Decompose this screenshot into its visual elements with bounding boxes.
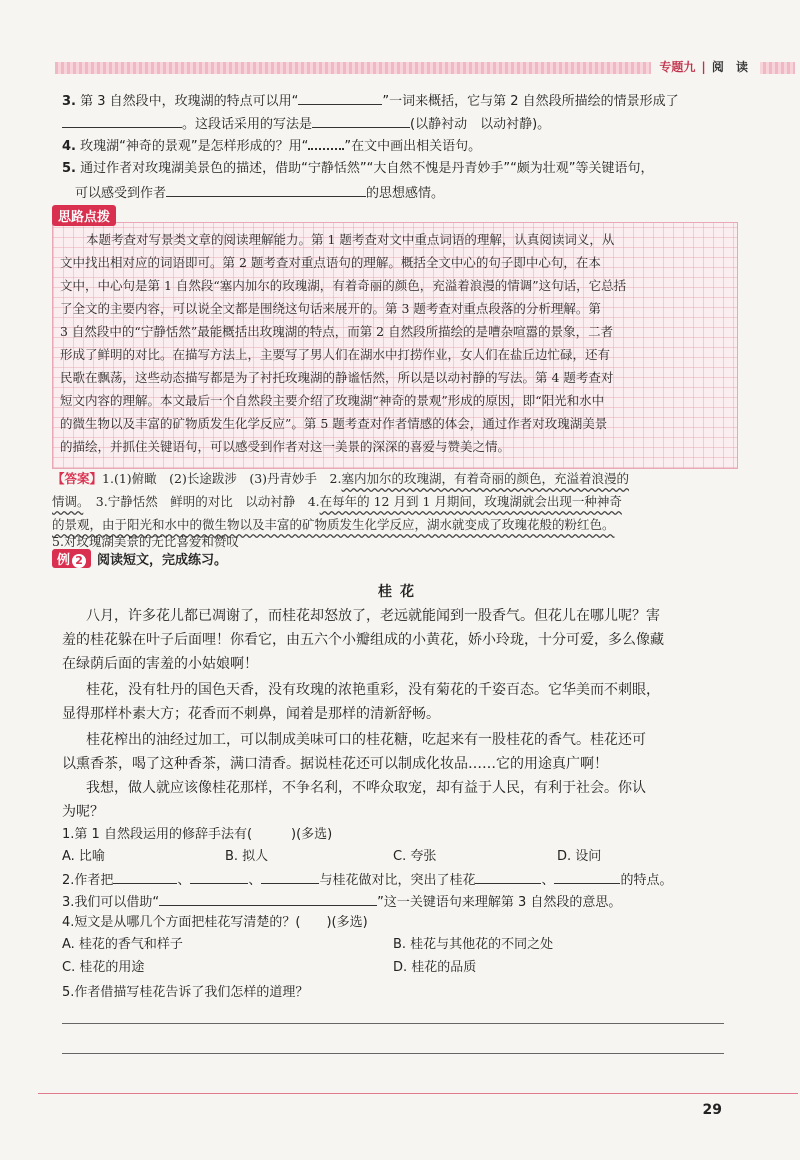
question-3-line-2: 。这段话采用的写法是 (以静衬动 以动衬静)。 [62,113,550,135]
exercise-4-option-b[interactable]: B. 桂花与其他花的不同之处 [393,937,554,952]
exercise-3: 3.我们可以借助“ ”这一关键语句来理解第 3 自然段的意思。 [62,891,621,913]
answer-blank[interactable] [166,182,366,197]
exercise-1-option-d[interactable]: D. 设问 [557,849,602,864]
hint-line: 形成了鲜明的对比。在描写方法上，主要写了男人们在湖水中打捞作业，女人们在盐丘边忙碌，还有 [60,347,611,362]
exercise-1-option-c[interactable]: C. 夸张 [393,849,437,864]
answer-blank[interactable] [190,869,248,884]
answer-blank[interactable] [62,113,182,128]
answer-line[interactable] [62,1023,724,1024]
exercise-5: 5.作者借描写桂花告诉了我们怎样的道理？ [62,985,309,1000]
question-3-line-1: 3. 第 3 自然段中，玫瑰湖的特点可以用“ ”一词来概括，它与第 2 自然段所描绘的情景形成了 [62,90,679,112]
passage-line: 我想，做人就应该像桂花那样，不争名利，不哗众取宠，却有益于人民，有利于社会。你认 [86,780,646,796]
exercise-4-option-a[interactable]: A. 桂花的香气和样子 [62,937,183,952]
hint-line: 文中，中心句是第 1 自然段“塞内加尔的玫瑰湖，有着奇丽的颜色，充溢着浪漫的情调”这句话，它总括 [60,278,627,293]
hint-line: 文中找出相对应的词语即可。第 2 题考查对重点语句的理解。概括全文中心的句子即中心句，在本 [60,255,601,270]
answer-line-2: 情调。 3.宁静恬然 鲜明的对比 以动衬静 4.在每年的 12 月到 1 月期间，玫瑰湖就会出现一种神奇 [52,494,622,509]
passage-line: 以熏香茶，喝了这种香茶，满口清香。据说桂花还可以制成化妆品……它的用途真广啊！ [62,756,608,772]
hint-line: 了全文的主要内容，可以说全文都是围绕这句话来展开的。第 3 题考查对重点段落的分析理解。第 [60,301,601,316]
header-topic: 专题九 [659,60,696,74]
passage-line: 桂花，没有牡丹的国色天香，没有玫瑰的浓艳重彩，没有菊花的千姿百态。它华美而不刺眼， [86,682,660,698]
example-instruction: 阅读短文，完成练习。 [97,553,228,568]
answer-blank[interactable] [159,891,377,906]
exercise-4: 4.短文是从哪几个方面把桂花写清楚的？( )(多选) [62,915,368,930]
passage-line: 显得那样朴素大方；花香而不刺鼻，闻着是那样的清新舒畅。 [62,706,440,722]
exercise-2: 2.作者把 、 、 与桂花做对比，突出了桂花 、 的特点。 [62,869,672,891]
footer-rule [38,1093,798,1094]
question-4: 4. 玫瑰湖“神奇的景观”是怎样形成的？用“ ”在文中画出相关语句。 [62,136,481,157]
passage-line: 桂花榨出的油经过加工，可以制成美味可口的桂花糖，吃起来有一股桂花的香气。桂花还可 [86,732,646,748]
passage-line: 在绿荫后面的害羞的小姑娘啊！ [62,656,258,672]
answer-blank[interactable] [475,869,541,884]
example-heading [52,549,227,568]
answer-line-1: 【答案】1.(1)俯瞰 (2)长途跋涉 (3)丹青妙手 2.塞内加尔的玫瑰湖，有着奇丽的颜色，充溢着浪漫的 [52,471,630,486]
answer-blank[interactable] [298,90,382,105]
exercise-4-option-c[interactable]: C. 桂花的用途 [62,960,145,975]
passage-line: 为呢？ [62,804,104,820]
hint-title: 思路点拨 [52,205,116,226]
answer-label: 【答案】 [52,471,103,486]
answer-line-4: 5.对玫瑰湖美景的无比喜爱和赞叹 [52,534,239,549]
exercise-1: 1.第 1 自然段运用的修辞手法有( )(多选) [62,827,333,842]
question-5-line-2: 可以感受到作者 的思想感情。 [75,182,444,204]
wavy-line-mark [308,136,344,150]
hint-line: 3 自然段中的“宁静恬然”最能概括出玫瑰湖的特点，而第 2 自然段所描绘的是嘈杂喧嚣的景象，二者 [60,324,614,339]
answer-blank[interactable] [113,869,177,884]
hint-line: 的描绘，并抓住关键语句，可以感受到作者对这一美景的深深的喜爱与赞美之情。 [60,439,511,454]
hint-line: 短文内容的理解。本文最后一个自然段主要介绍了玫瑰湖“神奇的景观”形成的原因，即“阳光和水中 [60,393,605,408]
page-number: 29 [702,1102,722,1118]
example-badge: 例 2 [52,549,91,568]
header-tag: 专题九 | 阅 读 [651,58,760,76]
answer-blank[interactable] [554,869,620,884]
passage-line: 羞的桂花躲在叶子后面哩！你看它，由五六个小瓣组成的小黄花，娇小玲珑，十分可爱，多么像藏 [62,632,664,648]
answer-blank[interactable] [312,113,410,128]
exercise-1-option-a[interactable]: A. 比喻 [62,849,105,864]
hint-line: 的微生物以及丰富的矿物质发生化学反应”。第 5 题考查对作者情感的体会，通过作者对玫瑰湖美景 [60,416,608,431]
hint-line: 本题考查对写景类文章的阅读理解能力。第 1 题考查对文中重点词语的理解，认真阅读词义，从 [86,232,615,247]
exercise-1-option-b[interactable]: B. 拟人 [225,849,269,864]
question-5-line-1: 5. 通过作者对玫瑰湖美景色的描述，借助“宁静恬然”“大自然不愧是丹青妙手”“颇为壮观”等关键语句， [62,161,654,176]
answer-line-3: 的景观，由于阳光和水中的微生物以及丰富的矿物质发生化学反应，湖水就变成了玫瑰花般的粉红色。 [52,517,615,532]
header-subject: 阅 读 [711,60,752,74]
exercise-4-option-d[interactable]: D. 桂花的品质 [393,960,477,975]
answer-line[interactable] [62,1053,724,1054]
passage-line: 八月，许多花儿都已凋谢了，而桂花却怒放了，老远就能闻到一股香气。但花儿在哪儿呢？害 [86,608,660,624]
passage-title: 桂花 [378,584,422,600]
hint-line: 民歌在飘荡，这些动态描写都是为了衬托玫瑰湖的静谧恬然，所以是以动衬静的写法。第 4 题考查对 [60,370,614,385]
answer-blank[interactable] [261,869,319,884]
